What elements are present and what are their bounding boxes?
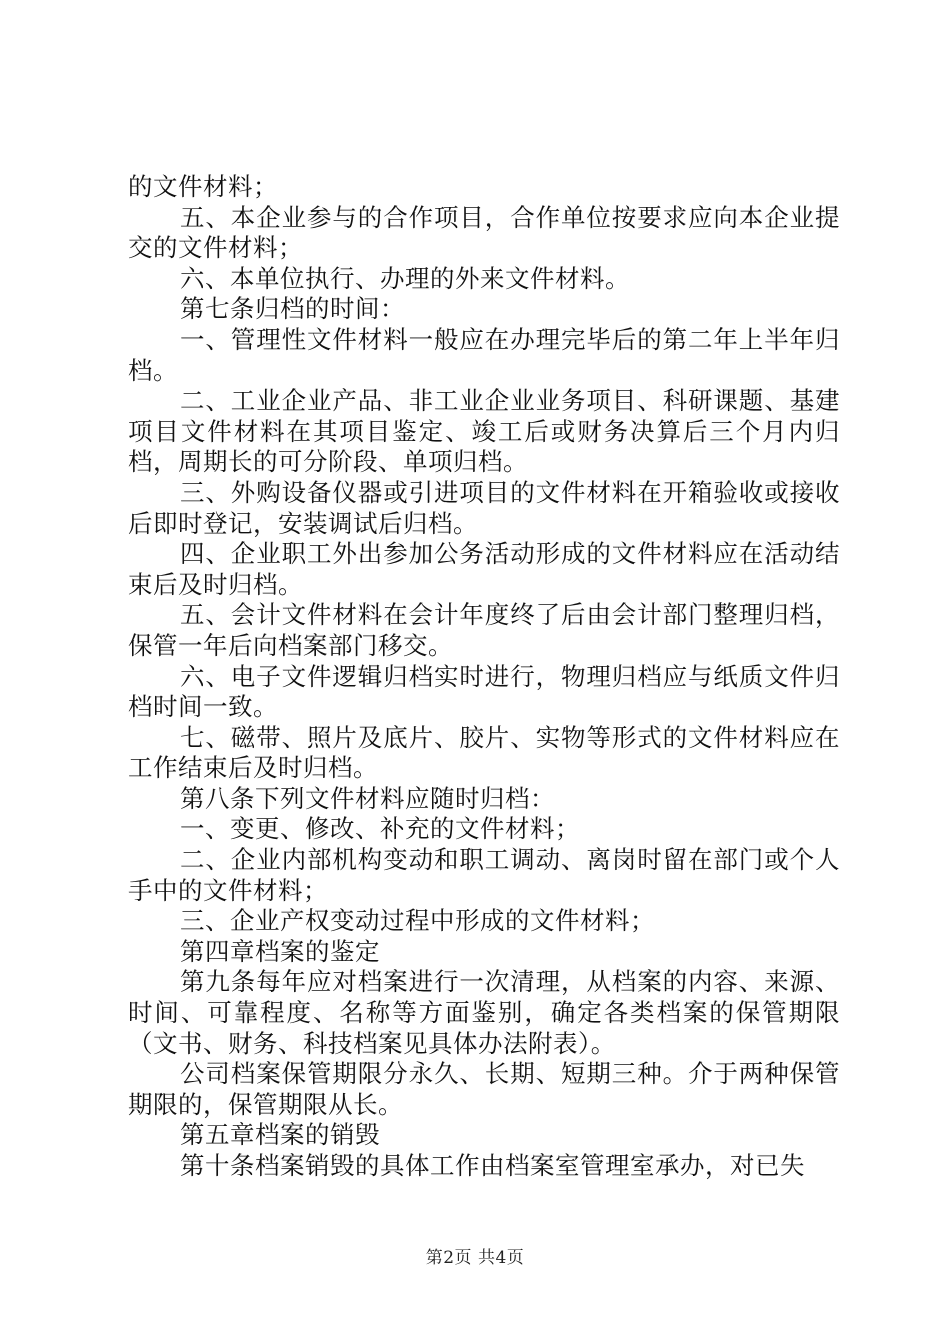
paragraph-6: 二、工业企业产品、非工业企业业务项目、科研课题、基建项目文件材料在其项目鉴定、竣工后或财务决算后三个月内归档，周期长的可分阶段、单项归档。 [128,386,840,477]
document-body [128,172,840,1182]
paragraph-20: 第十条档案销毁的具体工作由档案室管理室承办，对已失 [180,1151,805,1180]
paragraph-14: 二、企业内部机构变动和职工调动、离岗时留在部门或个人手中的文件材料； [128,845,840,905]
paragraph-17: 第九条每年应对档案进行一次清理，从档案的内容、来源、时间、可靠程度、名称等方面鉴别，确定各类档案的保管期限（文书、财务、科技档案见具体办法附表）。 [128,967,840,1058]
paragraph-9: 五、会计文件材料在会计年度终了后由会计部门整理归档，保管一年后向档案部门移交。 [128,600,840,660]
paragraph-5: 一、管理性文件材料一般应在办理完毕后的第二年上半年归档。 [128,324,840,385]
paragraph-10: 六、电子文件逻辑归档实时进行，物理归档应与纸质文件归档时间一致。 [128,661,840,722]
chapter-4-heading: 第四章档案的鉴定 [180,936,380,966]
paragraph-13: 一、变更、修改、补充的文件材料； [180,814,580,844]
paragraph-2: 五、本企业参与的合作项目，合作单位按要求应向本企业提交的文件材料； [128,202,840,263]
paragraph-15: 三、企业产权变动过程中形成的文件材料； [180,906,655,936]
paragraph-3: 六、本单位执行、办理的外来文件材料。 [180,263,630,293]
chapter-5-heading: 第五章档案的销毁 [180,1120,380,1150]
paragraph-11: 七、磁带、照片及底片、胶片、实物等形式的文件材料应在工作结束后及时归档。 [128,722,840,783]
paragraph-8: 四、企业职工外出参加公务活动形成的文件材料应在活动结束后及时归档。 [128,539,840,599]
paragraph-18: 公司档案保管期限分永久、长期、短期三种。介于两种保管期限的，保管期限从长。 [128,1059,840,1119]
paragraph-1: 的文件材料； [128,172,278,201]
article-8-heading: 第八条下列文件材料应随时归档： [180,783,555,813]
article-7-heading: 第七条归档的时间： [180,294,405,324]
paragraph-7: 三、外购设备仪器或引进项目的文件材料在开箱验收或接收后即时登记，安装调试后归档。 [128,477,840,538]
page-number-footer: 第2页 共4页 [425,1248,525,1268]
